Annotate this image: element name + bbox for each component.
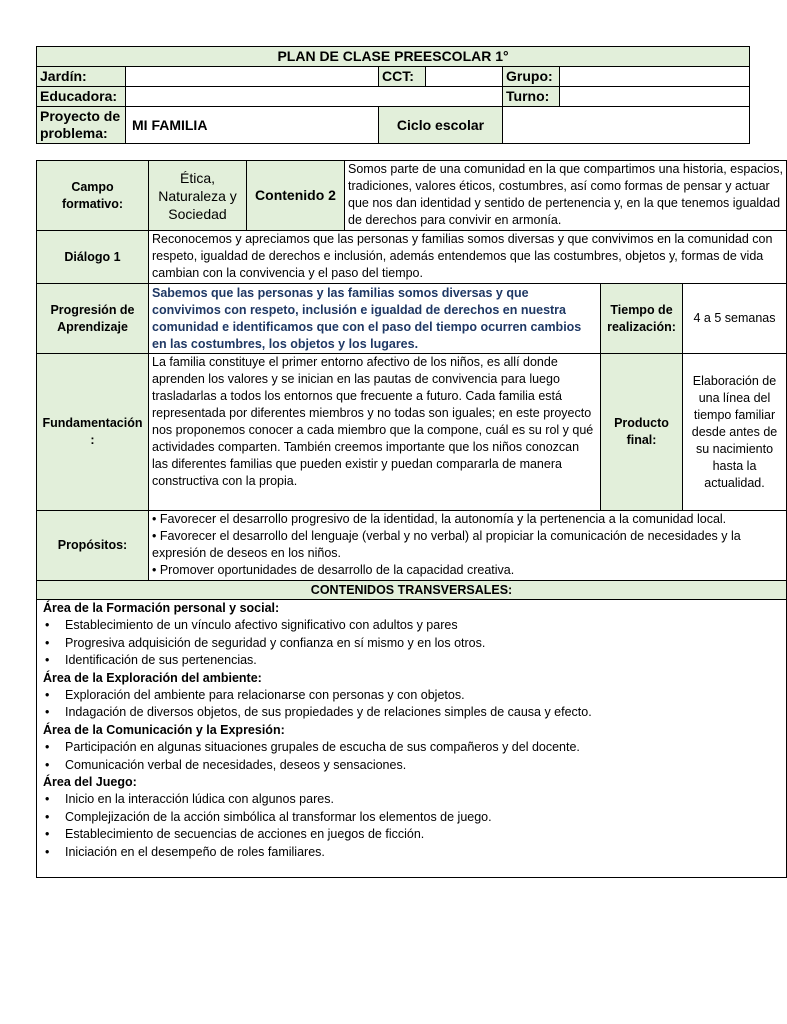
ciclo-field[interactable] [503, 107, 750, 144]
list-item: • Iniciación en el desempeño de roles familiares. [43, 844, 780, 861]
campo-label: Campo formativo: [37, 161, 149, 231]
cct-field[interactable] [426, 67, 503, 87]
list-item: • Establecimiento de un vínculo afectivo significativo con adultos y pares [43, 617, 780, 634]
contenido-text: Somos parte de una comunidad en la que compartimos una historia, espacios, tradiciones, valores éticos, costumbres, así como formas de pensar y actuar que nos dan identidad y sentido de pertenencia y, en la que tenemos igualdad de derechos para convivir en armonía. [345, 161, 787, 231]
ciclo-label: Ciclo escolar [379, 107, 503, 144]
area-list [43, 617, 780, 669]
cct-label: CCT: [379, 67, 426, 87]
area-title: Área de la Comunicación y la Expresión: [43, 722, 285, 737]
grupo-field[interactable] [560, 67, 750, 87]
list-item: • Complejización de la acción simbólica al transformar los elementos de juego. [43, 809, 780, 826]
area-title: Área del Juego: [43, 775, 137, 790]
dialogo-label: Diálogo 1 [37, 231, 149, 284]
proyecto-value: MI FAMILIA [126, 107, 379, 144]
grupo-label: Grupo: [503, 67, 560, 87]
list-item: • Participación en algunas situaciones grupales de escucha de sus compañeros y del docente. [43, 739, 780, 756]
area-list [43, 791, 780, 861]
area-list [43, 687, 780, 722]
area-title: Área de la Exploración del ambiente: [43, 670, 262, 685]
producto-value: Elaboración de una línea del tiempo familiar desde antes de su nacimiento hasta la actualidad. [683, 354, 787, 511]
list-item: • Identificación de sus pertenencias. [43, 652, 780, 669]
contenido-label: Contenido 2 [247, 161, 345, 231]
area-list [43, 739, 780, 774]
proposito-item: • Favorecer el desarrollo del lenguaje (verbal y no verbal) al propiciar la comunicación de necesidades y la expresión de deseos en los niños. [152, 529, 741, 560]
dialogo-text: Reconocemos y apreciamos que las personas y familias somos diversas y que convivimos en la comunidad con respeto, igualdad de derechos e inclusión, además entendemos que las costumbres, objetos y, formas de vida cambian con la convivencia y el paso del tiempo. [149, 231, 787, 284]
proposito-item: • Promover oportunidades de desarrollo de la capacidad creativa. [152, 563, 515, 577]
list-item: • Inicio en la interacción lúdica con algunos pares. [43, 791, 780, 808]
document-title: PLAN DE CLASE PREESCOLAR 1° [37, 47, 750, 67]
propositos-list [149, 511, 787, 581]
transversales-header: CONTENIDOS TRANSVERSALES: [37, 581, 787, 600]
progresion-text: Sabemos que las personas y las familias somos diversas y que convivimos con respeto, inclusión e igualdad de derechos en nuestra comunidad e identificamos que con el paso del tiempo ocurren cambios en las costumbres, los objetos y los lugares. [149, 284, 601, 354]
tiempo-value: 4 a 5 semanas [683, 284, 787, 354]
jardin-field[interactable] [126, 67, 379, 87]
fundamentacion-text: La familia constituye el primer entorno afectivo de los niños, es allí donde aprenden los valores y se inician en las pautas de convivencia para luego trasladarlas a todos los entornos que frecuente a futuro. Cada familia está representada por diferentes miembros y no todas son iguales; en este proyecto nos proponemos conocer a cada miembro que la compone, cuál es su rol y qué actividades comparten. También creemos importante que los niños conozcan las diferentes familias que pueden existir y puedan compararla de manera constructiva con la propia. [149, 354, 601, 511]
turno-field[interactable] [560, 87, 750, 107]
proyecto-label: Proyecto de problema: [37, 107, 126, 144]
educadora-field[interactable] [126, 87, 503, 107]
campo-value: Ética, Naturaleza y Sociedad [149, 161, 247, 231]
transversales-body [37, 600, 787, 878]
list-item: • Establecimiento de secuencias de acciones en juegos de ficción. [43, 826, 780, 843]
tiempo-label: Tiempo de realización: [601, 284, 683, 354]
list-item: • Indagación de diversos objetos, de sus propiedades y de relaciones simples de causa y efecto. [43, 704, 780, 721]
jardin-label: Jardín: [37, 67, 126, 87]
list-item: • Exploración del ambiente para relacionarse con personas y con objetos. [43, 687, 780, 704]
header-table [36, 46, 750, 144]
list-item: • Comunicación verbal de necesidades, deseos y sensaciones. [43, 757, 780, 774]
plan-table [36, 160, 787, 878]
area-title: Área de la Formación personal y social: [43, 601, 280, 615]
list-item: • Progresiva adquisición de seguridad y confianza en sí mismo y en los otros. [43, 635, 780, 652]
fundamentacion-label: Fundamentación : [37, 354, 149, 511]
turno-label: Turno: [503, 87, 560, 107]
producto-label: Producto final: [601, 354, 683, 511]
progresion-label: Progresión de Aprendizaje [37, 284, 149, 354]
propositos-label: Propósitos: [37, 511, 149, 581]
educadora-label: Educadora: [37, 87, 126, 107]
proposito-item: • Favorecer el desarrollo progresivo de la identidad, la autonomía y la pertenencia a la comunidad local. [152, 512, 727, 526]
